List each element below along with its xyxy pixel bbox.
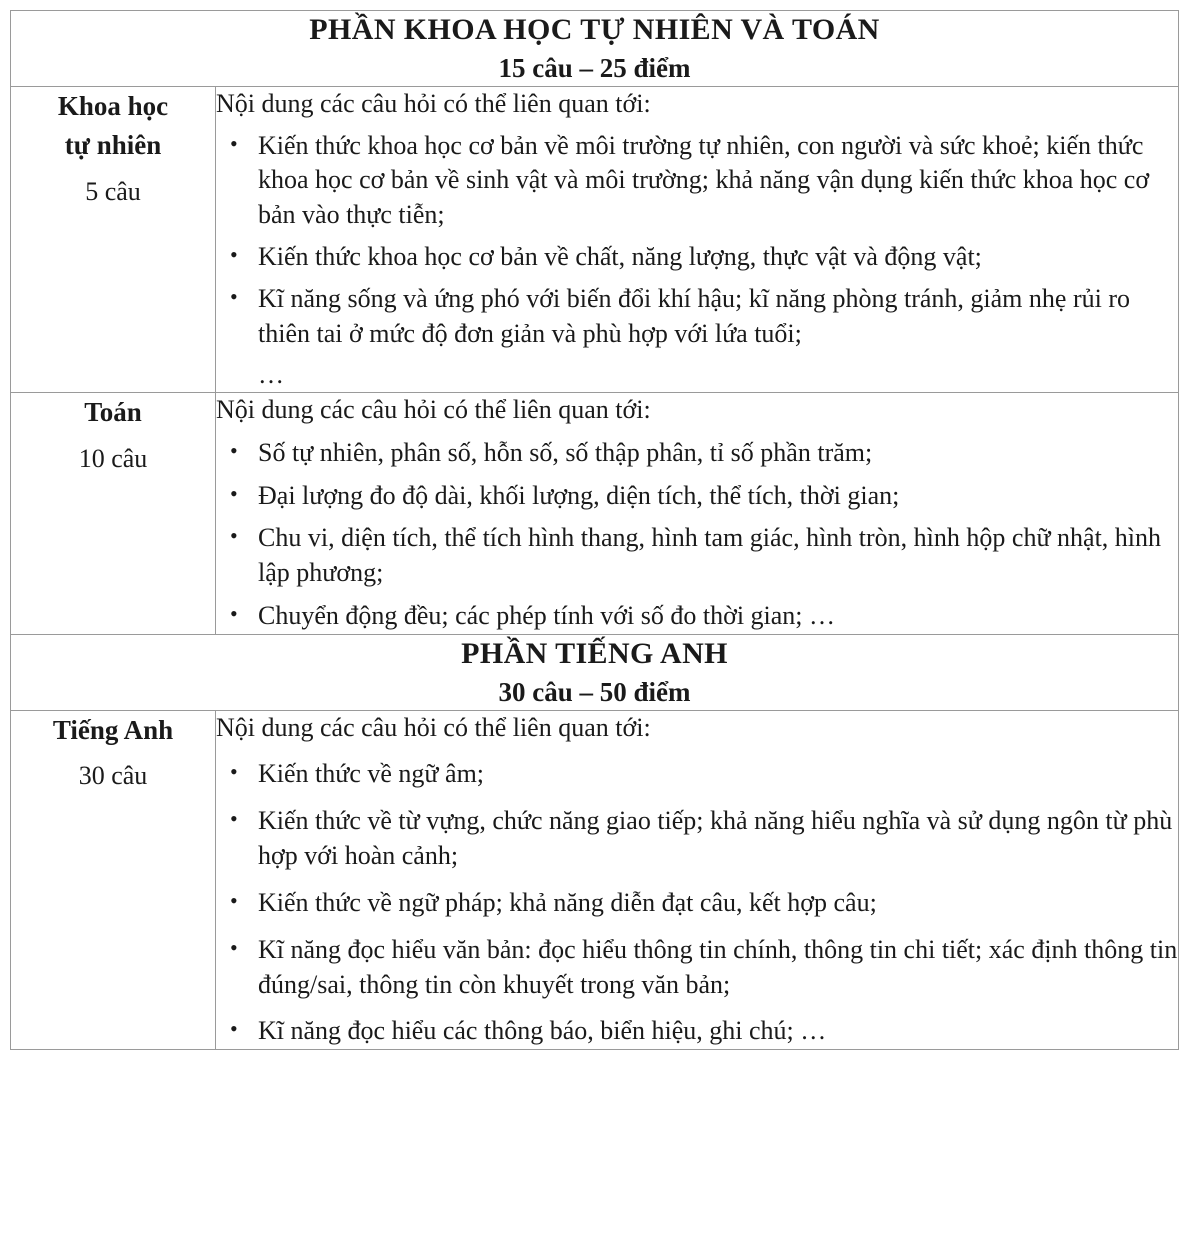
- list-item: • Kĩ năng đọc hiểu văn bản: đọc hiểu thông tin chính, thông tin chi tiết; xác định thông tin đúng/sai, thông tin còn khuyết trong văn bản;: [216, 933, 1178, 1003]
- list-item: • Kiến thức khoa học cơ bản về chất, năng lượng, thực vật và động vật;: [216, 240, 1178, 275]
- subject-cell-khoa-hoc-tu-nhien: [11, 87, 216, 393]
- list-item: • Kiến thức về ngữ pháp; khả năng diễn đạt câu, kết hợp câu;: [216, 886, 1178, 921]
- list-item: • Chuyển động đều; các phép tính với số đo thời gian; …: [216, 599, 1178, 634]
- list-item: • Kiến thức về từ vựng, chức năng giao tiếp; khả năng hiểu nghĩa và sử dụng ngôn từ phù hợp với hoàn cảnh;: [216, 804, 1178, 874]
- content-bullet-list: [216, 436, 1178, 634]
- subject-question-count: 5 câu: [85, 176, 141, 206]
- content-intro: Nội dung các câu hỏi có thể liên quan tới:: [216, 89, 651, 119]
- subject-name-line1: Khoa học: [57, 91, 169, 122]
- section-banner-row-science-math: [11, 11, 1179, 87]
- content-cell-toan: [216, 393, 1179, 634]
- table-row: [11, 393, 1179, 634]
- exam-structure-table: [10, 10, 1179, 1050]
- section-banner-row-english: [11, 634, 1179, 710]
- table-row: [11, 87, 1179, 393]
- list-item: • Đại lượng đo độ dài, khối lượng, diện tích, thể tích, thời gian;: [216, 479, 1178, 514]
- list-item: • Kĩ năng đọc hiểu các thông báo, biển hiệu, ghi chú; …: [216, 1014, 1178, 1049]
- list-item: • Kĩ năng sống và ứng phó với biến đổi khí hậu; kĩ năng phòng tránh, giảm nhẹ rủi ro thiên tai ở mức độ đơn giản và phù hợp với lứa tuổi;: [216, 282, 1178, 352]
- section-title-english: PHẦN TIẾNG ANH: [461, 636, 728, 670]
- content-trailing-ellipsis: …: [258, 359, 286, 389]
- table-body: [11, 11, 1179, 1050]
- subject-name-line1: Toán: [84, 397, 142, 428]
- subject-name-line2: tự nhiên: [64, 130, 162, 161]
- list-item: • Số tự nhiên, phân số, hỗn số, số thập phân, tỉ số phần trăm;: [216, 436, 1178, 471]
- subject-question-count: 10 câu: [78, 443, 148, 473]
- section-subtitle-science-math: 15 câu – 25 điểm: [498, 53, 691, 84]
- content-intro: Nội dung các câu hỏi có thể liên quan tới:: [216, 713, 651, 743]
- subject-cell-toan: [11, 393, 216, 634]
- section-banner-cell-science-math: [11, 11, 1179, 87]
- content-bullet-list: [216, 757, 1178, 1049]
- table-row: [11, 711, 1179, 1050]
- subject-cell-tieng-anh: [11, 711, 216, 1050]
- subject-question-count: 30 câu: [78, 761, 148, 791]
- subject-name-line1: Tiếng Anh: [52, 715, 174, 746]
- content-cell-khoa-hoc-tu-nhien: [216, 87, 1179, 393]
- content-cell-tieng-anh: [216, 711, 1179, 1050]
- content-intro: Nội dung các câu hỏi có thể liên quan tới:: [216, 395, 651, 425]
- section-subtitle-english: 30 câu – 50 điểm: [498, 677, 691, 708]
- section-banner-cell-english: [11, 634, 1179, 710]
- list-item: • Kiến thức khoa học cơ bản về môi trường tự nhiên, con người và sức khoẻ; kiến thức khoa học cơ bản về sinh vật và môi trường; khả năng vận dụng kiến thức khoa học cơ bản vào thực tiễn;: [216, 129, 1178, 233]
- section-title-science-math: PHẦN KHOA HỌC TỰ NHIÊN VÀ TOÁN: [309, 13, 880, 46]
- list-item: • Kiến thức về ngữ âm;: [216, 757, 1178, 792]
- content-bullet-list: [216, 129, 1178, 352]
- list-item: • Chu vi, diện tích, thể tích hình thang, hình tam giác, hình tròn, hình hộp chữ nhật, hình lập phương;: [216, 521, 1178, 591]
